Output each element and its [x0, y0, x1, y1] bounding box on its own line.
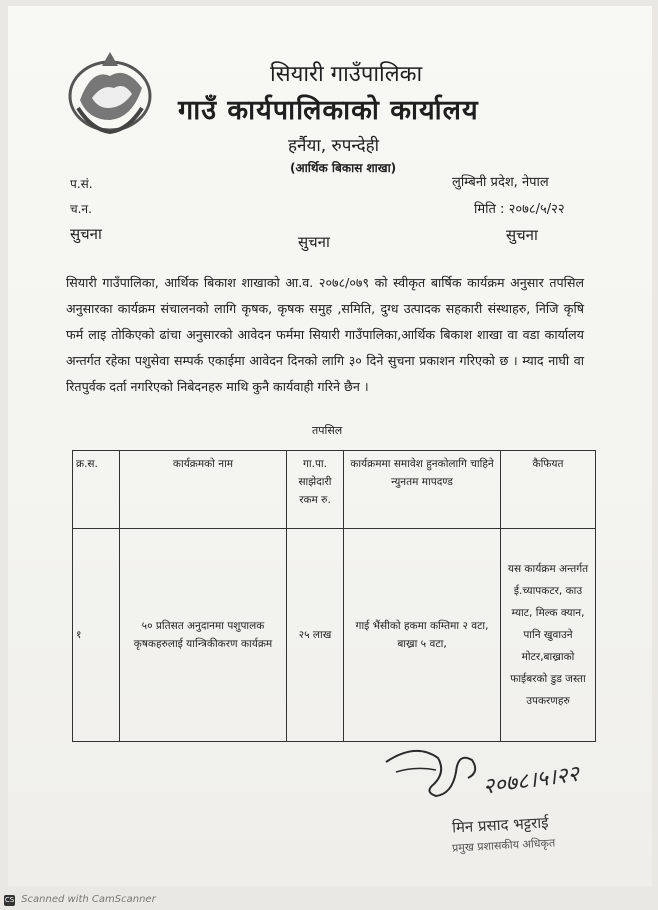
header-remarks: कैफियत [501, 451, 596, 529]
table-caption: तपसिल [312, 424, 343, 437]
header-program-name: कार्यक्रमको नाम [120, 451, 287, 529]
government-emblem-logo [62, 48, 158, 136]
province-label: लुम्बिनी प्रदेश, नेपाल [452, 175, 549, 190]
org-name-line1: सियारी गाउँपालिका [270, 62, 423, 87]
signatory-title: प्रमुख प्रशासकीय अधिकृत [451, 836, 556, 855]
cell-sn: १ [73, 529, 120, 742]
signature-date: २०७८।५।२२ [481, 761, 581, 800]
pa-sa-label: प.सं. [70, 177, 93, 191]
org-address: हर्नैया, रुपन्देही [288, 136, 380, 156]
handwritten-signature [376, 732, 606, 828]
cha-na-label: च.न. [70, 202, 92, 216]
notice-heading-center: सुचना [298, 233, 330, 251]
notice-body-text: सियारी गाउँपालिका, आर्थिक बिकाश शाखाको आ.व. २०७८/०७९ को स्वीकृत बार्षिक कार्यक्रम अनुसार तपसिल अनुसारका कार्यक्रम संचालनको लागि कृषक, कृषक समुह ,समिति, दुग्ध उत्पादक सहकारी संस्थाहरु, निजि कृषि फर्म लाइ तोकिएको ढांचा अनुसारको आवेदन फर्ममा सियारी गाउँपालिका,आर्थिक बिकाश शाखा वा वडा कार्यालय अन्तर्गत रहेका पशुसेवा सम्पर्क एकाईमा आवेदन दिनको लागि ३० दिने सुचना प्रकाशन गरिएको छ । म्याद नाघी वा रितपुर्वक दर्ता नगरिएको निबेदनहरु माथि कुनै कार्यवाही गरिने छैन । [66, 275, 584, 394]
table-row [73, 529, 596, 742]
cell-remarks: यस कार्यक्रम अन्तर्गत ई.च्यापकटर, काउ म्याट, मिल्क क्यान, पानि खुवाउने मोटर,बाख्राको फाईबरको डुड जस्ता उपकरणहरु [501, 529, 596, 742]
scanner-text: Scanned with CamScanner [21, 894, 156, 905]
signatory-name: मिन प्रसाद भट्टराई [451, 813, 549, 837]
program-table [72, 450, 596, 742]
camscanner-icon: CS [4, 896, 15, 904]
cell-program-name: ५० प्रतिसत अनुदानमा पशुपालक कृषकहरुलाई यान्त्रिकीकरण कार्यक्रम [120, 529, 287, 742]
header-amount: गा.पा. साझेदारी रकम रु. [287, 451, 344, 529]
cell-amount: २५ लाख [287, 529, 344, 742]
header-sn: क्र.स. [73, 451, 120, 529]
cell-criteria: गाई भैंसीको हकमा कम्तिमा २ वटा, बाख्रा ५ वटा, [344, 529, 501, 742]
scanner-footer [4, 894, 156, 906]
org-name-line2: गाउँ कार्यपालिकाको कार्यालय [178, 95, 479, 126]
table-header-row [73, 451, 596, 529]
org-branch: (आर्थिक बिकास शाखा) [290, 161, 397, 175]
notice-heading-right: सुचना [506, 226, 538, 244]
header-criteria: कार्यक्रममा समावेश हुनकोलागि चाहिने न्युनतम मापदण्ड [344, 451, 501, 529]
date-label: मिति : २०७८/५/२२ [474, 202, 565, 217]
notice-heading-left: सुचना [70, 225, 102, 243]
